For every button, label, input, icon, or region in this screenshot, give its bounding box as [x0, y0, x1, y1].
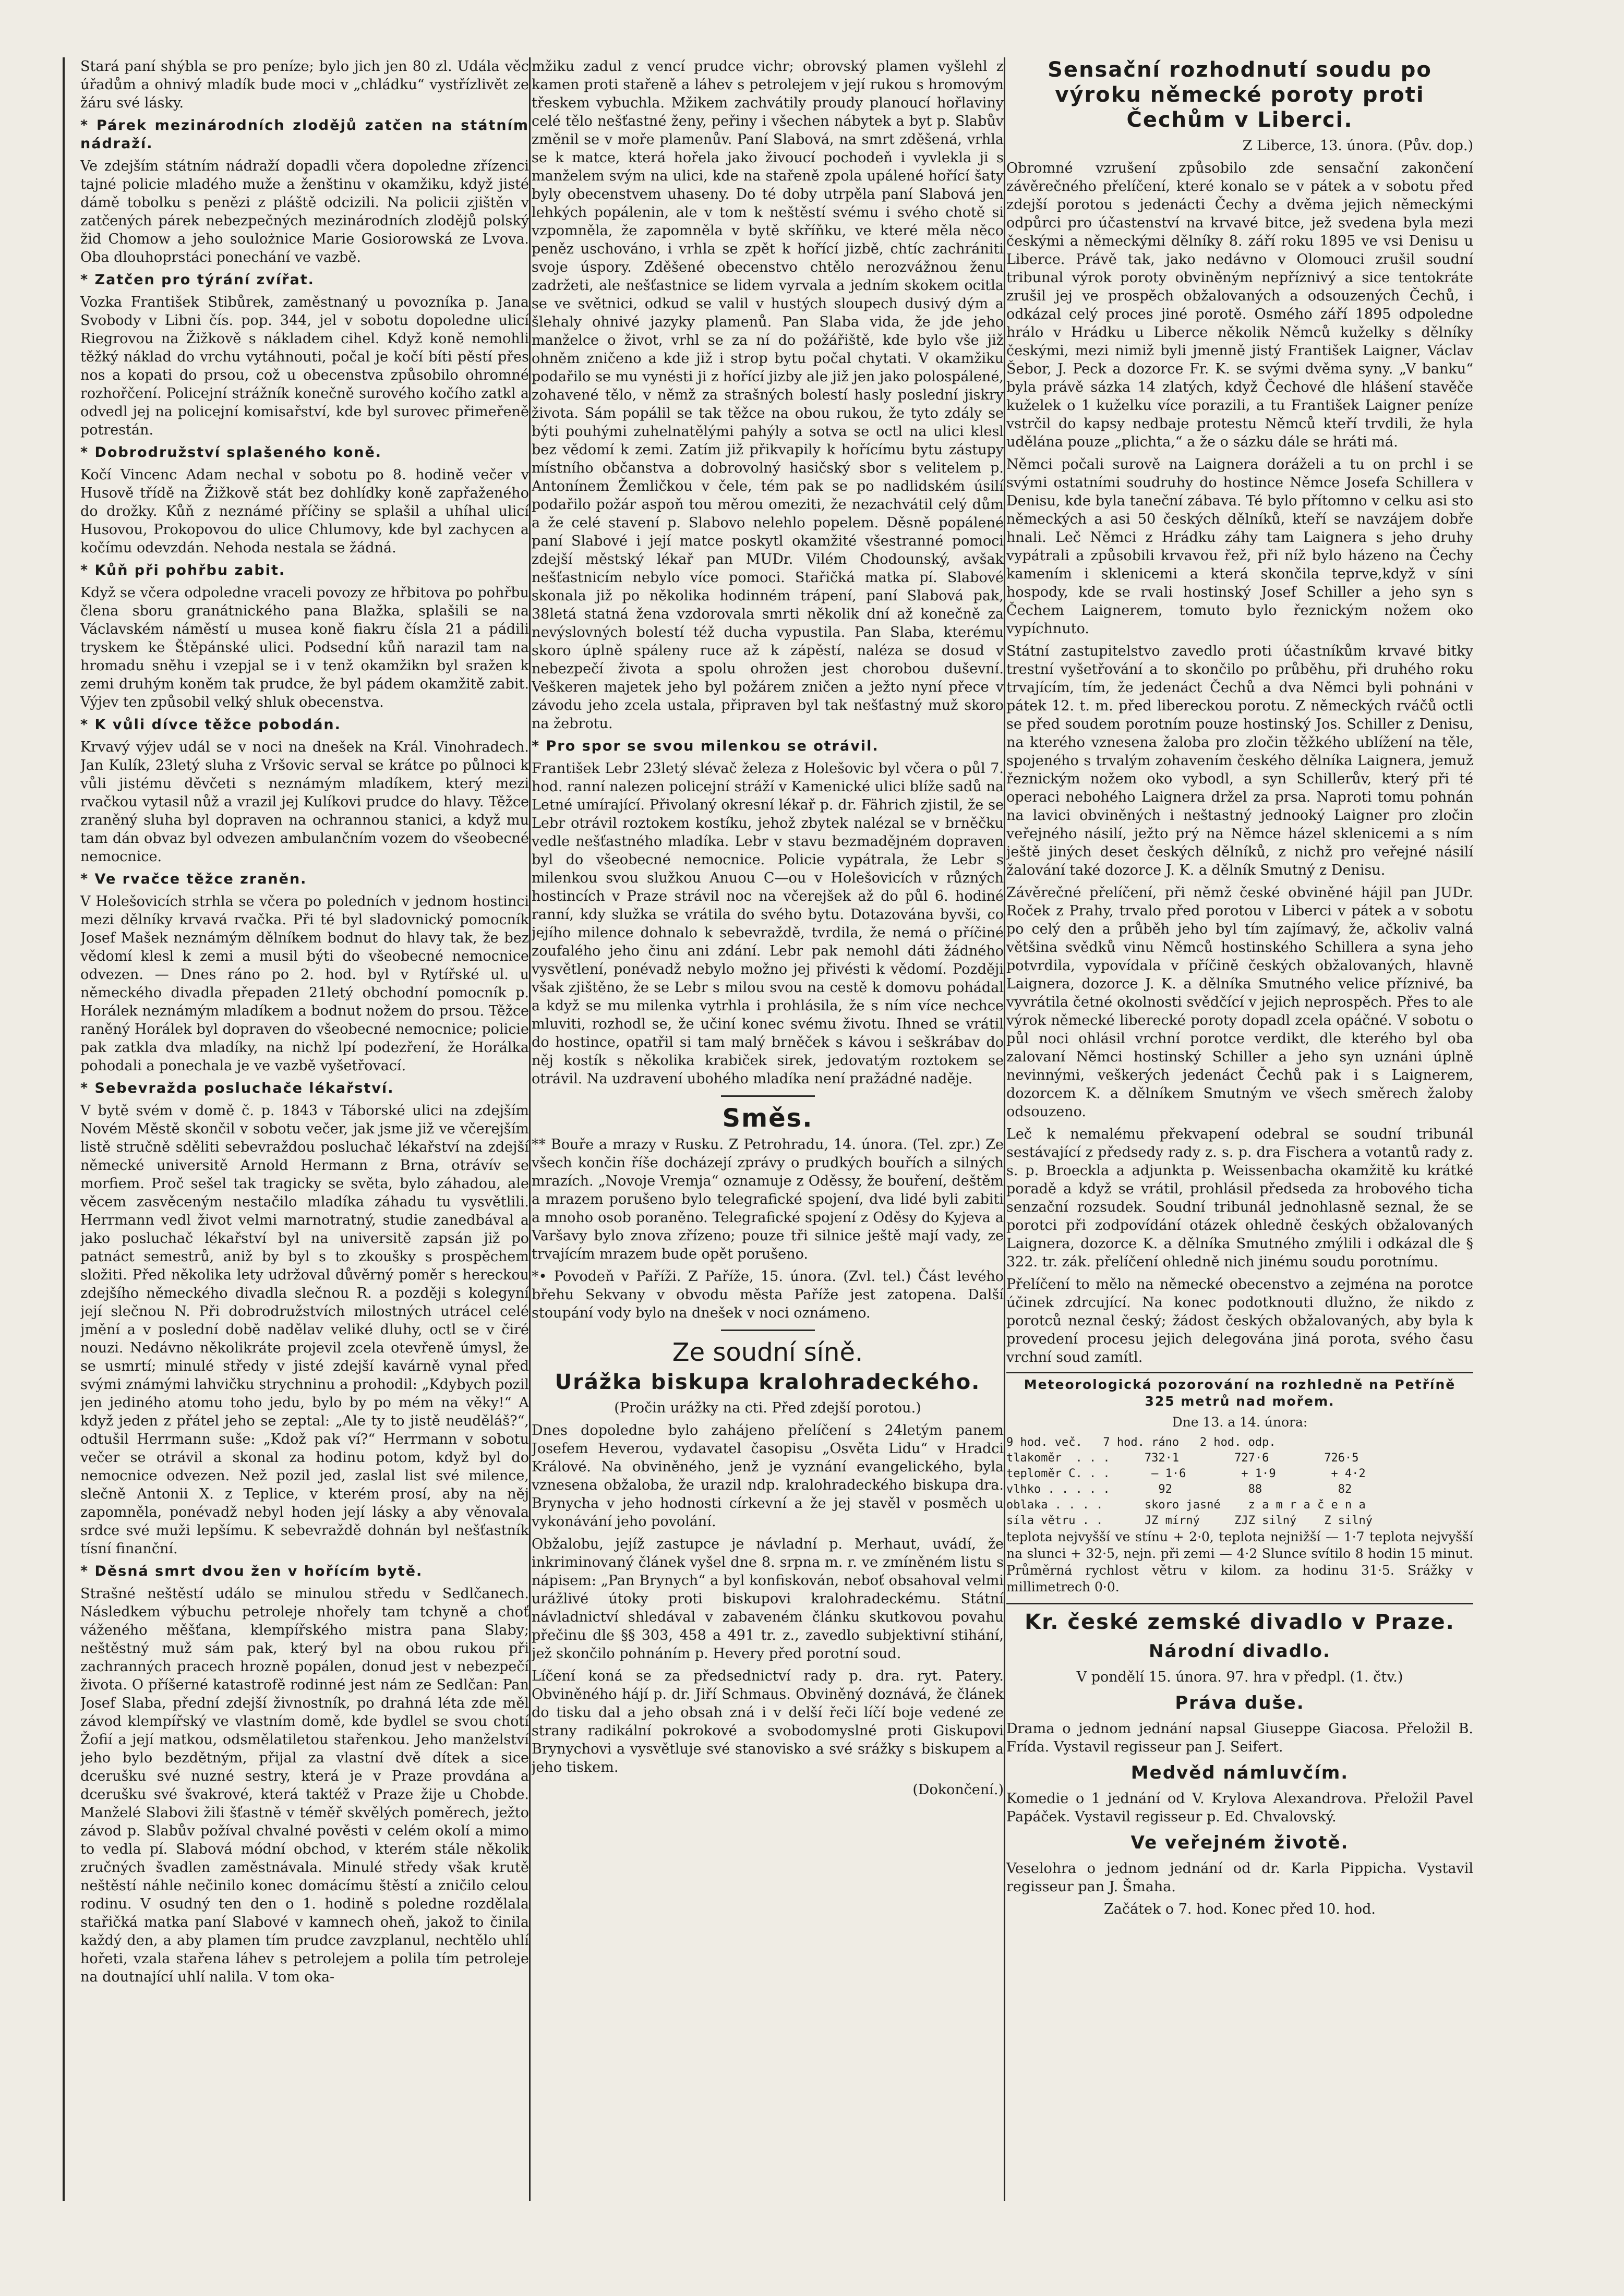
article-heading: * Dobrodružství splašeného koně. [80, 444, 382, 461]
column-rule [529, 57, 531, 2201]
article-subheading: (Pročin urážky na cti. Před zdejší porotou.) [614, 1400, 921, 1416]
paragraph: Krvavý výjev udál se v noci na dnešek na Král. Vinohradech. Jan Kulík, 23letý sluha z Vršovic serval se krátce po půlnoci k vůli jistému děvčeti s neznámým mladíkem, který mezi rvačkou vytasil nůž a vrazil jej Kulíkovi prudce do hlavy. Těžce zraněný sluha byl dopraven na ochrannou stanici, a když mu tam dán obvaz byl odvezen ambulančním vozem do všeobecné nemocnice. [80, 739, 529, 865]
column-3 [1006, 57, 1473, 2201]
weather-row: tlakoměr . . . 732·1 727·6 726·5 [1006, 1452, 1359, 1465]
play-details: Komedie o 1 jednání od V. Krylova Alexandrova. Přeložil Pavel Papáček. Vystavil regisseur p. Ed. Chvalovský. [1006, 1791, 1473, 1825]
column-1 [80, 57, 529, 2201]
paragraph: Obromné vzrušení způsobilo zde sensační zakončení závěrečného přelíčení, které konalo se v pátek a v sobotu před zdejší porotou s jedenácti Čechy a dvěma jejich německými odpůrci pro účastenství na krvavé bitce, jež svedena byla mezi českými a německými dělníky 8. září roku 1895 ve vsi Denisu u Liberce. Právě tak, jako nedávno v Olomouci zrušil soudní tribunal výrok poroty obviněným nepříznivý a sice tentokráte zrušil jej ve prospěch obžalovaných a odsouzených Čechů, i odkázal celý proces jiné porotě. Osmého září 1895 odpoledne hrálo v Hrádku u Liberce několik Němců kuželky s dělníky českými, mezi nimiž byli jmenně jistý František Laigner, Václav Šebor, J. Peck a dozorce Fr. K. se svými dvěma syny. „V banku“ byla právě sázka 14 zlatých, když Čechové dle hlášení stavěče kuželek o 1 kuželku více porazili, a tu František Laigner peníze vstrčil do kapsy nedbaje protestu Němců kteří trvdili, že hyla udělána pouze „plichta,“ a že o sázku dále se hráti má. [1006, 160, 1473, 450]
divider [721, 1095, 815, 1097]
article-heading: Urážka biskupa kralohradeckého. [555, 1370, 981, 1394]
weather-row: teploměr C. . . — 1·6 + 1·9 + 4·2 [1006, 1467, 1366, 1480]
play-title: Práva duše. [1175, 1693, 1305, 1713]
paragraph: Kočí Vincenc Adam nechal v sobotu po 8. hodině večer v Husově třídě na Žižkově stát bez dohlídky koně zapřaženého do drožky. Kůň z neznámé příčiny se splašil a uhíhal ulicí Husovou, Prokopovou do ulice Chlumovy, kde byl zachycen a kočímu odevzdán. Nehoda nestala se žádná. [80, 467, 529, 556]
paragraph: mžiku zadul z vencí prudce vichr; obrovský plamen vyšlehl z kamen proti stařeně a láhev s petrolejem v její rukou s hromovým třeskem vybuchla. Mžikem zachvátily proudy planoucí hořlaviny celé tělo nešťastné ženy, peřiny i všechen nábytek a byt p. Slabův změnil se v moře plamenův. Paní Slabová, na smrt zděšená, vrhla se k matce, která hořela jako živoucí pochodeň i vyvlekla ji s manželem svým na ulici, kde na stařeně zpola upálené hořící šaty byly obecenstvem uhaseny. Do té doby utrpěla paní Slabová jen lehkých popálenin, ale v tom k neštěstí svému i svého chotě si vzpomněla, že zapomněla v bytě skříňku, ve které měla něco peněz uschováno, i vrhla se zpět k hořící jizbě, chtíc zachrániti svoje úspory. Zděšené obecenstvo chtělo nerozvážnou ženu zadržeti, ale nešťastnice se lidem vyrvala a jedním skokem ocitla se ve světnici, odkud se valil v hustých sloupech dusivý dým a šlehaly ohnivé jazyky plamenů. Pan Slaba vida, že jde jeho manželce o život, vrhl se za ní do požářiště, kde bylo vše již ohněm zničeno a kde již i strop bytu počal chytati. V okamžiku podařilo se mu vynésti ji z hořící jizby ale již jen jako polospálené, zohavené tělo, v němž za strašných bolestí hasly poslední jiskry života. Sám popálil se tak těžce na obou rukou, že tyto zdály se býti pouhými zuhelnatělými pahýly a sotva se octl na ulici klesl bez vědomí k zemi. Zatím již přikvapily k hořícímu bytu zástupy místního občanstva a dobrovolný hasičský sbor s velitelem p. Antonínem Žemličkou v čele, tém pak se po nadlidském úsilí podařilo požár aspoň tou měrou omeziti, že nezachvátil celý dům a že celé stavení p. Slabovo nelehlo popelem. Děsně popálené paní Slabové i její matce poskytl okamžité všestranné pomoci zdejší městský lékař pan MUDr. Vilém Chodounský, avšak nešťastnicím nebylo více pomoci. Stařičká matka pí. Slabové skonala již po několika hodinném trápení, paní Slabová pak, 38letá statná žena vzdorovala smrti několik dní až konečně za nevýslovných bolestí též ducha vypustila. Pan Slaba, kterému skoro úplně spáleny ruce až k zápěstí, naléza se dosud v nebezpečí života a spolu ohrožen jest chorobou duševní. Veškeren majetek jeho byl požárem zničen a ježto nyní přece v závodu jeho zcela ustala, připraven byl tak nešťastný muž skoro na žebrotu. [532, 58, 1004, 732]
weather-notes: teplota nejvyšší ve stínu + 2·0, teplota nejnižší — 1·7 teplota nejvyšší na slunci + 32·5, nejn. při zemi — 4·2 Slunce svítilo 8 hodin 15 minut. Průměrná rychlost větru v kilom. za hodinu 31·5. Srážky v millimetrech 0·0. [1006, 1529, 1473, 1594]
article-heading: * Párek mezinárodních zlodějů zatčen na státním nádraží. [80, 117, 529, 152]
weather-box [1006, 1372, 1473, 1604]
play-title: Ve veřejném životě. [1130, 1832, 1349, 1853]
section-heading-court: Ze soudní síně. [672, 1338, 863, 1367]
theatre-date: V pondělí 15. února. 97. hra v předpl. (1. čtv.) [1076, 1669, 1403, 1685]
article-heading: * Zatčen pro týrání zvířat. [80, 272, 315, 288]
article-heading: * Ve rvačce těžce zraněn. [80, 871, 307, 887]
theatre-name: Národní divadlo. [1149, 1641, 1331, 1662]
paragraph: Stará paní shýbla se pro peníze; bylo jich jen 80 zl. Udála věc úřadům a ohnivý mladík bude moci v „chládku“ vystřízlivět ze žáru své lásky. [80, 58, 529, 111]
weather-row: oblaka . . . . skoro jasné z a m r a č e n a [1006, 1499, 1366, 1512]
section-heading-smes: Směs. [722, 1104, 813, 1133]
paragraph: Když se včera odpoledne vraceli povozy ze hřbitova po pohřbu člena sboru granátnického pana Blažka, splašili se na Václavském náměstí u musea koně fiakru čísla 21 a pádili tryskem ke Štěpánské ulici. Podsední kůň narazil tam na hromadu sněhu i vzepjal se i v tenž okamžikn byl sražen k zemi druhým koněm tak prudce, že byl pádem okamžitě zabit. Výjev ten způsobil velký shluk obecenstva. [80, 585, 529, 710]
paragraph: Dnes dopoledne bylo zahájeno přelíčení s 24letým panem Josefem Heverou, vydavatel časopisu „Osvěta Lidu“ v Hradci Králové. Na obviněného, jenž je vyznání evangelického, byla vznesena obžaloba, že urazil ndp. kralohradeckého biskupa dra. Brynycha v jeho hodnosti církevní a že jej stavěl v posměch u vykonávání jeho povolání. [532, 1422, 1004, 1530]
weather-title: Meteorologická pozorování na rozhledně na Petříně 325 metrů nad mořem. [1024, 1377, 1456, 1409]
paragraph: *• Povodeň v Paříži. Z Paříže, 15. února. (Zvl. tel.) Část levého břehu Sekvany v obvodu města Paříže jest zatopena. Další stoupání vody bylo na dnešek v noci oznámeno. [532, 1268, 1004, 1321]
paragraph: Ve zdejším státním nádraží dopadli včera dopoledne zřízenci tajné policie mladého muže a ženštinu v okamžiku, když jisté dámě tobolku s penězi z pláště odcizili. Na policii zjištěn v zatčených párek nebezpečných mezinárodních zlodějů polský žid Chomow a jeho soulożnice Marie Gosiorowská ze Lvova. Oba dlouhoprstáci ponechání ve vazbě. [80, 158, 529, 265]
paragraph: Strašné neštěstí událo se minulou středu v Sedlčanech. Následkem výbuchu petroleje nhořely tam tchyně a choť váženého měšťana, klempířského mistra pana Slaby; neštěstný muž sám pak, který byl na obou rukou při zachranných pracech hrozně popálen, donud jest v nebezpečí života. O příšerné katastrofě rodinné jest nám ze Sedlčan: Pan Josef Slaba, přední zdejší živnostník, po drahná léta zde měl závod klempířský ve vlastním domě, kde bydlel se svou chotí Žofií a její matkou, odsmělatiletou stařenkou. Jeho manželství jeho bylo bezdětným, přijal za vlastní dvě dítek a sice dcerušku své nuzné sestry, která je v Praze provdána a dcerušku své švakrové, která taktéž v Praze žije u Chobde. Manželé Slabovi žili šťastně v téměř skvělých poměrech, ježto závod p. Slabův požíval chvalné pověsti v celém okolí a mimo to vedla pí. Slabová módní obchod, v kterém stále několik zručných švadlen zaměstnávala. Minulé středy však krutě neštěstí náhle nečinilo konec domácímu štěstí a zničilo celou rodinu. V osudný ten den o 1. hodině s poledne rozdělala stařičká matka paní Slabové v kamnech oheň, jakož to činila každý den, a aby plamen tím prudce zavzplanul, nechtělo uhlí hořeti, vzala stařena láhev s petrolejem a polila tím petroleje na doutnající uhlí nalila. V tom oka- [80, 1586, 529, 1985]
column-rule [1004, 57, 1005, 2201]
paragraph: Přelíčení to mělo na německé obecenstvo a zejména na porotce účinek zdrcující. Na konec podotknouti dlužno, že nikdo z porotců neznal český; žádost českých obžalovaných, aby byla k provedení procesu jejich delegována jiná porota, svého času vrchní soud zamítl. [1006, 1276, 1473, 1365]
paragraph: Leč k nemalému překvapení odebral se soudní tribunál sestávající z předsedy rady z. s. p. dra Fischera a votantů rady z. s. p. Broeckla a adjunkta p. Weissenbacha okamžitě ku krátké poradě a když se vrátil, prohlásil předseda za hrobového ticha senzační rozsudek. Soudní tribunál jednohlasně seznal, že se porotci při zodpovídání otázek ohledně českých obžalovaných Laignera, dozorce K. a dělníka Smutného zmýlili i odkázal dle § 322. tr. zák. přelíčení ohledně nich jinému soudu porotnímu. [1006, 1126, 1473, 1270]
article-heading: * Pro spor se svou milenkou se otrávil. [532, 738, 879, 754]
paragraph: Líčení koná se za předsednictví rady p. dra. ryt. Patery. Obviněného hájí p. dr. Jiří Schmaus. Obviněný doznává, že článek do tisku dal a jeho obsah zná i v delší řeči líčí boje vedené ze strany radikální pokrokové a svobodomyslné proti Giskupovi Brynychovi a vysvětluje své stanovisko a své srážky s biskupem a jeho tiskem. [532, 1668, 1004, 1775]
article-heading: * K vůli dívce těžce pobodán. [80, 717, 341, 733]
weather-row: vlhko . . . . . 92 88 82 [1006, 1483, 1352, 1496]
divider [721, 1330, 815, 1331]
newspaper-page [63, 57, 1473, 2201]
continuation-note: (Dokončení.) [912, 1782, 1004, 1798]
dateline: Z Liberce, 13. února. (Pův. dop.) [1242, 138, 1473, 154]
theatre-heading: Kr. české zemské divadlo v Praze. [1025, 1610, 1455, 1634]
play-details: Veselohra o jednom jednání od dr. Karla Pippicha. Vystavil regisseur pan J. Šmaha. [1006, 1860, 1473, 1895]
paragraph: Závěrečné přelíčení, při němž české obviněné hájil pan JUDr. Roček z Prahy, trvalo před porotou v Liberci v pátek a v sobotu po celý den a průběh jeho byl tím zajímavý, že, ačkoliv valná většina svědků vinu Němců hostinského Schillera a syna jeho potvrdila, vypovídala v příčině českých obžalovaných, hlavně Laignera, dozorce J. K. a dělníka Smutného velice příznivé, ba vyvrátila četné okolnosti svědčící v jejich neprospěch. Přes to ale výrok německé liberecké poroty dopadl zcela opáčné. V sobotu o půl noci ohlásil vrchní porotce verdikt, dle kterého byl oba zalovaní Němci hostinský Schiller a jeho syn uznáni úplně nevinnými, veškerých jedenáct Čechů pak i s Laignerem, dozorcem K. a dělníkem Smutným ve všech směrech žaloby odsouzeno. [1006, 885, 1473, 1120]
paragraph: Vozka František Stibůrek, zaměstnaný u povozníka p. Jana Svobody v Libni čís. pop. 344, jel v sobotu dopoledne ulicí Riegrovou na Žižkově s nákladem cihel. Když koně nemohli těžký náklad do vrchu vytáhnouti, počal je kočí bíti pěstí přes nos a kopati do prsou, což u obecenstva způsobilo ohromné rozhořčení. Policejní strážník konečně surového kočího zatkl a odvedl jej na policejní komisařství, kde byl surovec přimeřeně potrestán. [80, 294, 529, 438]
article-heading: * Kůň při pohřbu zabit. [80, 562, 286, 578]
paragraph: Němci počali surově na Laignera doráželi a tu on prchl i se svými ostatními soudruhy do hostince Němce Josefa Schillera v Denisu, kde byla taneční zábava. Té bylo přítomno v celku asi sto německých a asi 50 českých dělníků, kteří se navzájem dobře hnali. Leč Němci z Hrádku záhy tam Laignera s jeho druhy vypátrali a způsobili krvavou řež, při níž bylo házeno na Čechy kamením i sklenicemi a která skončila teprve,když v síni hospody, kde se rvali hostinský Josef Schiller a jeho syn s Čechem Laignerem, tomuto bylo řeznickým nožem oko vypíchnuto. [1006, 456, 1473, 637]
paragraph: V bytě svém v domě č. p. 1843 v Táborské ulici na zdejším Novém Městě skončil v sobotu večer, jak jsme již ve včerejším listě stručně sděliti sebevraždou posluchač lékařství na zdejší německé universitě Arnold Hermann z Brna, otrávív se morfiem. Proč sešel tak tragicky se světa, bylo záhadou, ale věcem zasvěceným nestačilo mladíka záhadu tu vysvětlili. Herrmann vedl život velmi marnotratný, studie zanedbával a jako posluchač lékařství byl na universitě zapsán již po patnáct semestrů, aniž by byl s to zkoušky s prospěchem složiti. Před několika lety udržoval důvěrný poměr s hereckou zdejšího německého divadla slečnou R. a později s kolegyní její slečnou N. Při dobrodružstvích milostných utrácel celé jmění a v poslední době nadělav veliké dluhy, octl se v čiré nouzi. Nedávno několikráte projevil zcela otevřeně úmysl, že se usmrtí; minulé středy v jisté zdejší kavárně vynal před svými známými lahvičku strychninu a prohodil: „Kdybych pozil jen jediného atomu toho jedu, bylo by po mém na věky!“ A když jeden z přátel jeho se zeptal: „Ale ty to jistě neuděláš?“, odtušil Herrmann suše: „Kdož pak ví?“ Herrmann v sobotu večer se otrávil a skonal za hodinu potom, když byl do nemocnice odvezen. Než pozil jed, zaslal list své milence, slečně Antonii X. z Teplice, v kterém prosí, aby na něj zapomněla, ponévadž nebyl hoden její lásky a aby věnovala srdce své muži lepšímu. K sebevraždě dohnán byl nešťastník tísní finanční. [80, 1103, 529, 1557]
column-2 [532, 57, 1004, 2201]
weather-row: síla větru . . JZ mírný ZJZ silný Z silný [1006, 1514, 1373, 1527]
paragraph: ** Bouře a mrazy v Rusku. Z Petrohradu, 14. února. (Tel. zpr.) Ze všech končin říše docházejí zprávy o prudkých bouřích a silných mrazích. „Novoje Vremja“ oznamuje z Oděssy, že bouření, deštěm a mrazem porušeno bylo telegrafické spojení, dva lidé byli zabiti a mnoho osob poraněno. Telegrafické spojení z Oděsy do Kyjeva a Varšavy bylo znova zřízeno; pouze tři silnice ještě mají vady, ze trvajícím mrazem bude opět porušeno. [532, 1137, 1004, 1262]
paragraph: V Holešovicích strhla se včera po poledních v jednom hostinci mezi dělníky krvavá rvačka. Při té byl sladovnický pomocník Josef Mašek neznámým dělníkem bodnut do hlavy tak, že bez vědomí klesl k zemi a musil býti do všeobecné nemocnice odvezen. — Dnes ráno po 2. hod. byl v Rytířské ul. u německého divadla přepaden 21letý obchodní pomocník p. Horálek neznámým mladíkem a bodnut nožem do prsou. Těžce raněný Horálek byl dopraven do všeobecné nemocnice; policie pak zatkla dva mladíky, na nichž lpí podezření, že Horálka pohodali a ponechala je ve vazbě vyšetřovací. [80, 893, 529, 1074]
play-title: Medvěd námluvčím. [1130, 1762, 1349, 1783]
article-heading: * Sebevražda posluchače lékařství. [80, 1080, 394, 1096]
show-times: Začátek o 7. hod. Konec před 10. hod. [1104, 1901, 1376, 1917]
weather-subtitle: Dne 13. a 14. února: [1172, 1415, 1308, 1430]
paragraph: František Lebr 23letý slévač železa z Holešovic byl včera o půl 7. hod. ranní nalezen policejní stráží v Kamenické ulici blíže sadů na Letné umírající. Přivolaný okresní lékař p. dr. Fährich zjistil, že se Lebr otrávil roztokem kostíku, jehož zbytek nalézal se v brněčku vedle nešťastného mladíka. Lebr v stavu bezmadějném dopraven byl do všeobecné nemocnice. Policie vypátrala, že Lebr s milenkou svou služkou Anuou C—ou v Holešovicích v různých hostincích v Praze strávil noc na včerejšek až do půl 6. hodiné ranní, kdy služka se vrátila do svého bytu. Dotazována byvši, co jejího milence dohnalo k sebevraždě, tvrdila, že nemá o příčiné zoufalého jeho činu ani zdání. Lebr pak nemohl dáti žádného vysvětlení, ponévadž nebylo možno jej přivésti k vědomí. Později však zjištěno, že se Lebr s milou svou na cestě k domovu pohádal a když se mu milenka vytrhla i prohlásila, že s ním více nechce mluviti, rozhodl se, že učiní konec svému životu. Ihned se vrátil do hostince, opatřil si tam malý brněček s kávou i seškrábav do něj kostík s několika krabiček sirek, jedovatým roztokem se otrávil. Na uzdravení ubohého mladíka není pražádné naděje. [532, 760, 1004, 1087]
play-details: Drama o jednom jednání napsal Giuseppe Giacosa. Přeložil B. Frída. Vystavil regisseur pan J. Seifert. [1006, 1721, 1473, 1755]
paragraph: Obžalobu, jejíž zastupce je návladní p. Merhaut, uvádí, že inkriminovaný článek vyšel dne 8. srpna m. r. ve zmíněném listu s nápisem: „Pan Brynych“ a byl konfiskován, neboť obsahoval velmi urážlivé útoky proti biskupovi kralohradeckému. Státní návladnictví shledával v zabaveném článku skutkovou povahu přečinu dle §§ 303, 458 a 491 tr. z., zavedlo subjektivní stihání, jež skončilo pohnáním p. Hevery před porotní soud. [532, 1536, 1004, 1662]
paragraph: Státní zastupitelstvo zavedlo proti účastníkům krvavé bitky trestní vyšetřování a to skončilo po průběhu, při druhého roku trvajícím, tím, že jedenáct Čechů a dva Němci byli pohnáni v pátek 12. t. m. před libereckou porotu. Z německých rváčů octli se před soudem porotním pouze hostinský Jos. Schiller z Denisu, na kterého vznesena žaloba pro zločin těžkého ublížení na těle, spojeného s trvalým zohavením českého dělníka Laignera, jemuž řeznickým nožem oko vybodl, a syn Schillerův, který při té operaci nebohého Laignera držel za prsa. Naproti tomu pohnán na lavici obviněných i neštastný jednooký Laigner pro zločin veřejného násilí, ježto prý na Němce házel sklenicemi a s ním ještě jiných deset českých dělníků, z nichž pro veřejné násilí žalování také dozorce J. K. a dělník Smutný z Denisu. [1006, 643, 1473, 878]
article-heading: * Děsná smrt dvou žen v hořícím bytě. [80, 1563, 423, 1579]
article-heading: Sensační rozhodnutí soudu po výroku německé poroty proti Čechům v Liberci. [1048, 58, 1432, 132]
weather-columns: 9 hod. več. 7 hod. ráno 2 hod. odp. [1006, 1436, 1276, 1449]
